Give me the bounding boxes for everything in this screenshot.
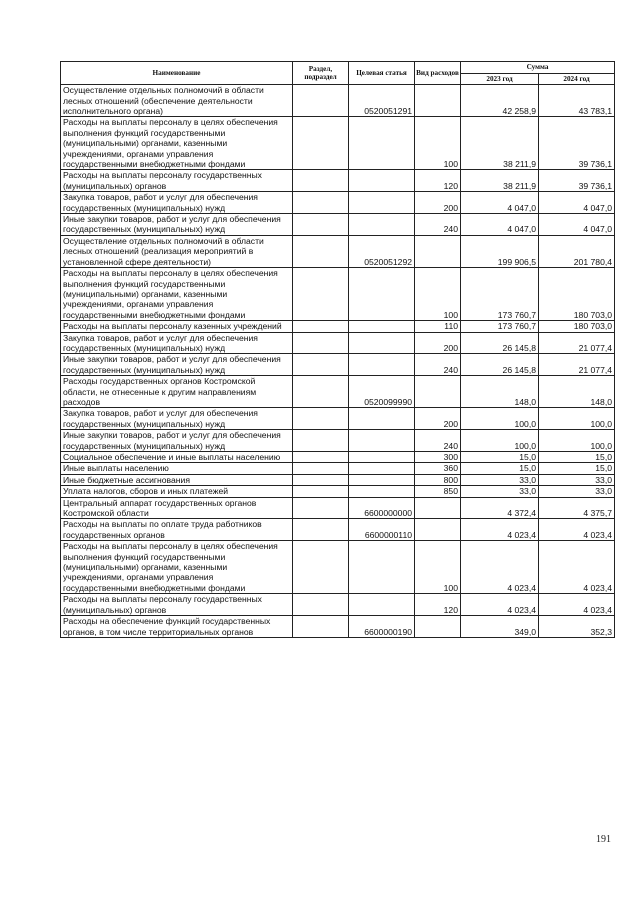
row-target — [349, 452, 415, 463]
row-section — [293, 616, 349, 638]
row-2023: 4 023,4 — [461, 594, 539, 616]
table-row — [61, 235, 615, 267]
row-target — [349, 430, 415, 452]
row-target: 0520099990 — [349, 376, 415, 408]
row-name: Осуществление отдельных полномочий в области лесных отношений (реализация мероприятий в установленной сфере деятельности) — [61, 235, 293, 267]
row-target — [349, 541, 415, 594]
row-target — [349, 192, 415, 214]
row-target: 0520051291 — [349, 85, 415, 117]
row-2024: 21 077,4 — [539, 354, 615, 376]
row-name: Расходы на выплаты персоналу в целях обеспечения выполнения функций государственными (муниципальными) органами, казенными учреждениями, органами управления государственными внебюджетными фондами — [61, 268, 293, 321]
row-target — [349, 332, 415, 354]
table-row — [61, 170, 615, 192]
row-2024: 4 375,7 — [539, 497, 615, 519]
header-name: Наименование — [61, 62, 293, 85]
table-row — [61, 268, 615, 321]
row-2023: 42 258,9 — [461, 85, 539, 117]
row-target — [349, 214, 415, 236]
row-type — [415, 235, 461, 267]
row-2024: 15,0 — [539, 463, 615, 474]
row-2023: 100,0 — [461, 430, 539, 452]
row-name: Расходы на обеспечение функций государственных органов, в том числе территориальных органов — [61, 616, 293, 638]
table-row — [61, 463, 615, 474]
table-row — [61, 486, 615, 497]
row-name: Закупка товаров, работ и услуг для обеспечения государственных (муниципальных) нужд — [61, 408, 293, 430]
row-name: Закупка товаров, работ и услуг для обеспечения государственных (муниципальных) нужд — [61, 192, 293, 214]
row-2023: 173 760,7 — [461, 268, 539, 321]
row-target — [349, 463, 415, 474]
row-name: Расходы на выплаты по оплате труда работников государственных органов — [61, 519, 293, 541]
row-type — [415, 376, 461, 408]
row-2024: 4 023,4 — [539, 519, 615, 541]
row-name: Расходы на выплаты персоналу государственных (муниципальных) органов — [61, 594, 293, 616]
row-2023: 4 023,4 — [461, 541, 539, 594]
row-type: 240 — [415, 430, 461, 452]
budget-table — [60, 61, 615, 638]
row-type — [415, 497, 461, 519]
table-row — [61, 192, 615, 214]
row-target — [349, 408, 415, 430]
table-row — [61, 376, 615, 408]
row-2023: 33,0 — [461, 486, 539, 497]
row-name: Осуществление отдельных полномочий в области лесных отношений (обеспечение деятельности исполнительного органа) — [61, 85, 293, 117]
row-target — [349, 486, 415, 497]
row-type: 240 — [415, 354, 461, 376]
table-row — [61, 214, 615, 236]
row-target — [349, 474, 415, 485]
row-2023: 199 906,5 — [461, 235, 539, 267]
row-2024: 352,3 — [539, 616, 615, 638]
row-2023: 349,0 — [461, 616, 539, 638]
row-2024: 180 703,0 — [539, 321, 615, 332]
row-type: 100 — [415, 541, 461, 594]
row-name: Иные закупки товаров, работ и услуг для обеспечения государственных (муниципальных) нужд — [61, 354, 293, 376]
row-2023: 26 145,8 — [461, 332, 539, 354]
table-header — [61, 62, 615, 85]
row-type — [415, 616, 461, 638]
table-row — [61, 321, 615, 332]
table-row — [61, 408, 615, 430]
row-type: 120 — [415, 170, 461, 192]
row-section — [293, 376, 349, 408]
row-section — [293, 268, 349, 321]
row-2024: 4 047,0 — [539, 192, 615, 214]
row-section — [293, 463, 349, 474]
row-2023: 15,0 — [461, 452, 539, 463]
row-section — [293, 594, 349, 616]
row-section — [293, 117, 349, 170]
row-section — [293, 408, 349, 430]
row-2024: 15,0 — [539, 452, 615, 463]
row-2024: 33,0 — [539, 474, 615, 485]
table-row — [61, 354, 615, 376]
row-2023: 4 023,4 — [461, 519, 539, 541]
row-section — [293, 354, 349, 376]
row-2023: 15,0 — [461, 463, 539, 474]
table-row — [61, 519, 615, 541]
row-2023: 38 211,9 — [461, 170, 539, 192]
row-type: 200 — [415, 332, 461, 354]
row-section — [293, 332, 349, 354]
row-2024: 43 783,1 — [539, 85, 615, 117]
row-section — [293, 321, 349, 332]
row-2023: 100,0 — [461, 408, 539, 430]
row-2023: 148,0 — [461, 376, 539, 408]
row-name: Центральный аппарат государственных органов Костромской области — [61, 497, 293, 519]
row-type: 100 — [415, 117, 461, 170]
row-name: Иные бюджетные ассигнования — [61, 474, 293, 485]
table-body — [61, 85, 615, 638]
row-2023: 38 211,9 — [461, 117, 539, 170]
row-name: Закупка товаров, работ и услуг для обеспечения государственных (муниципальных) нужд — [61, 332, 293, 354]
row-section — [293, 452, 349, 463]
row-2024: 33,0 — [539, 486, 615, 497]
header-type: Вид расходов — [415, 62, 461, 85]
row-name: Расходы на выплаты персоналу казенных учреждений — [61, 321, 293, 332]
table-row — [61, 452, 615, 463]
row-target — [349, 594, 415, 616]
row-type: 800 — [415, 474, 461, 485]
row-2024: 148,0 — [539, 376, 615, 408]
row-type: 300 — [415, 452, 461, 463]
row-name: Расходы на выплаты персоналу государственных (муниципальных) органов — [61, 170, 293, 192]
row-type: 360 — [415, 463, 461, 474]
table-row — [61, 594, 615, 616]
row-target — [349, 321, 415, 332]
table-row — [61, 497, 615, 519]
row-target: 6600000110 — [349, 519, 415, 541]
row-section — [293, 486, 349, 497]
table-row — [61, 474, 615, 485]
row-target — [349, 117, 415, 170]
row-section — [293, 474, 349, 485]
row-type: 120 — [415, 594, 461, 616]
row-target: 6600000000 — [349, 497, 415, 519]
row-type: 240 — [415, 214, 461, 236]
row-target: 0520051292 — [349, 235, 415, 267]
row-name: Социальное обеспечение и иные выплаты населению — [61, 452, 293, 463]
table-row — [61, 541, 615, 594]
header-section: Раздел, подраздел — [293, 62, 349, 85]
row-type — [415, 85, 461, 117]
row-2023: 4 047,0 — [461, 192, 539, 214]
row-section — [293, 541, 349, 594]
row-2023: 173 760,7 — [461, 321, 539, 332]
row-section — [293, 430, 349, 452]
row-target — [349, 268, 415, 321]
row-2024: 201 780,4 — [539, 235, 615, 267]
row-2024: 39 736,1 — [539, 117, 615, 170]
row-2024: 4 023,4 — [539, 594, 615, 616]
table-row — [61, 117, 615, 170]
row-section — [293, 497, 349, 519]
row-section — [293, 192, 349, 214]
row-type — [415, 519, 461, 541]
header-2023: 2023 год — [461, 73, 539, 85]
row-2024: 100,0 — [539, 408, 615, 430]
row-type: 200 — [415, 192, 461, 214]
row-type: 200 — [415, 408, 461, 430]
row-2024: 4 023,4 — [539, 541, 615, 594]
row-name: Расходы на выплаты персоналу в целях обеспечения выполнения функций государственными (муниципальными) органами, казенными учреждениями, органами управления государственными внебюджетными фондами — [61, 117, 293, 170]
row-type: 110 — [415, 321, 461, 332]
header-sum: Сумма — [461, 62, 615, 74]
row-section — [293, 85, 349, 117]
row-type: 850 — [415, 486, 461, 497]
row-section — [293, 235, 349, 267]
row-2024: 21 077,4 — [539, 332, 615, 354]
row-section — [293, 214, 349, 236]
row-name: Иные закупки товаров, работ и услуг для обеспечения государственных (муниципальных) нужд — [61, 430, 293, 452]
row-type: 100 — [415, 268, 461, 321]
row-target: 6600000190 — [349, 616, 415, 638]
table-row — [61, 616, 615, 638]
row-section — [293, 170, 349, 192]
table-row — [61, 332, 615, 354]
row-name: Расходы государственных органов Костромской области, не отнесенные к другим направлениям расходов — [61, 376, 293, 408]
row-2023: 26 145,8 — [461, 354, 539, 376]
row-name: Уплата налогов, сборов и иных платежей — [61, 486, 293, 497]
row-2024: 4 047,0 — [539, 214, 615, 236]
header-2024: 2024 год — [539, 73, 615, 85]
row-target — [349, 354, 415, 376]
row-section — [293, 519, 349, 541]
row-2023: 33,0 — [461, 474, 539, 485]
row-name: Иные выплаты населению — [61, 463, 293, 474]
row-name: Иные закупки товаров, работ и услуг для обеспечения государственных (муниципальных) нужд — [61, 214, 293, 236]
row-2023: 4 047,0 — [461, 214, 539, 236]
table-row — [61, 430, 615, 452]
row-2024: 180 703,0 — [539, 268, 615, 321]
page-number: 191 — [596, 834, 611, 845]
row-2024: 39 736,1 — [539, 170, 615, 192]
row-2024: 100,0 — [539, 430, 615, 452]
row-name: Расходы на выплаты персоналу в целях обеспечения выполнения функций государственными (муниципальными) органами, казенными учреждениями, органами управления государственными внебюджетными фондами — [61, 541, 293, 594]
header-target: Целевая статья — [349, 62, 415, 85]
row-2023: 4 372,4 — [461, 497, 539, 519]
table-row — [61, 85, 615, 117]
row-target — [349, 170, 415, 192]
